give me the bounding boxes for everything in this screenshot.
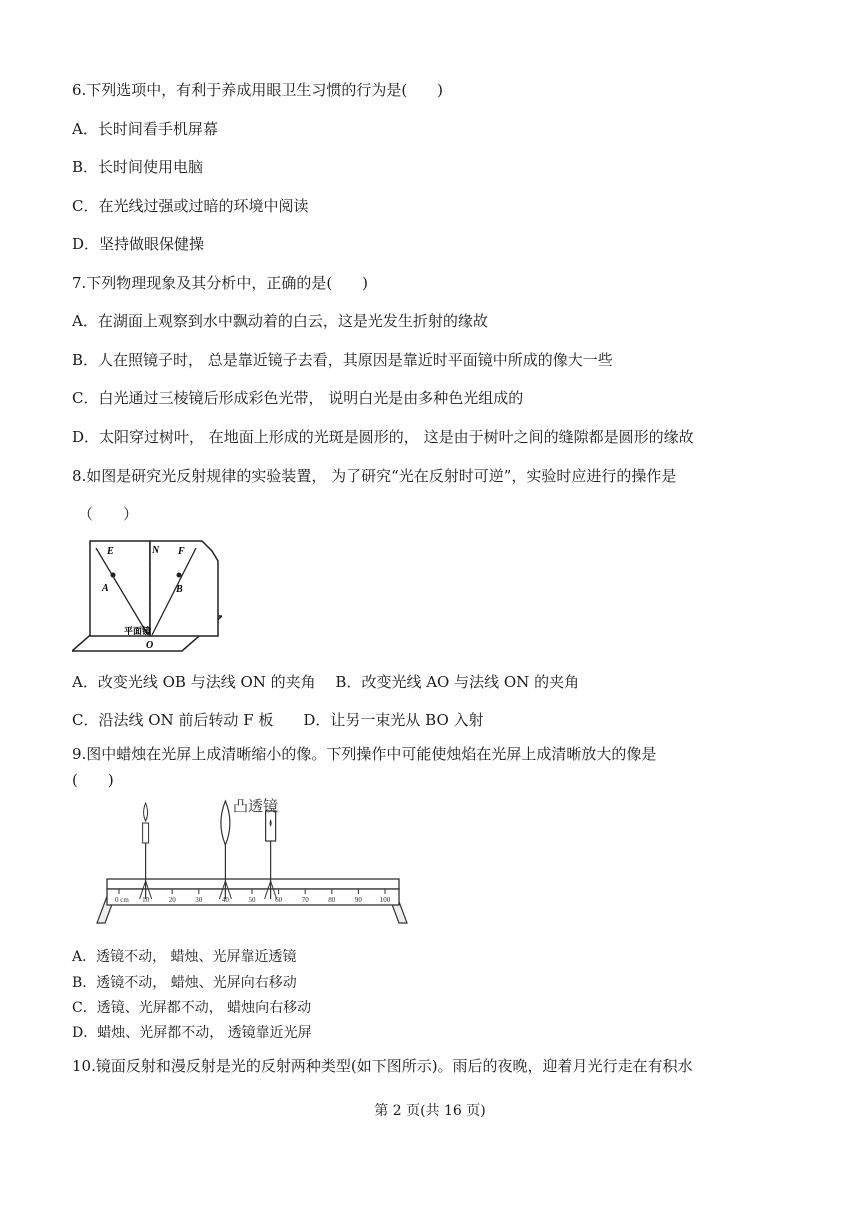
q7-stem: 7.下列物理现象及其分析中，正确的是( ) [72,274,369,292]
q7-option-c: C．白光通过三棱镜后形成彩色光带， 说明白光是由多种色光组成的 [72,389,524,407]
page-footer: 第 2 页(共 16 页) [374,1103,486,1119]
scale-tick-label: 0 cm [115,896,129,904]
scale-tick-label: 10 [142,896,150,904]
candle-body [143,823,149,843]
q9-answer-blank: ( ) [72,771,114,789]
q9-option-a: A．透镜不动， 蜡烛、光屏靠近透镜 [72,949,297,965]
scale-tick-label: 20 [168,896,176,904]
candle-flame [144,803,148,821]
q8-answer-blank: （ ） [78,505,139,523]
q9-stem: 9.图中蜡烛在光屏上成清晰缩小的像。下列操作中可能使烛焰在光屏上成清晰放大的像是 [72,745,657,763]
scale-tick-label: 60 [275,896,283,904]
q8-stem: 8.如图是研究光反射规律的实验装置， 为了研究“光在反射时可逆”，实验时应进行的操作是 [72,467,677,485]
q7-option-b: B．人在照镜子时， 总是靠近镜子去看，其原因是靠近时平面镜中所成的像大一些 [72,351,613,369]
q6-option-a: A．长时间看手机屏幕 [72,120,218,138]
label-n: N [152,545,160,556]
scale-tick-label: 90 [354,896,362,904]
point-a [111,573,116,578]
mirror-label: 平面镜 [124,627,152,637]
point-b [177,573,182,578]
label-a: A [102,583,109,594]
lens-shape [221,801,230,845]
scale-tick-label: 100 [379,896,391,904]
scale-tick-label: 70 [301,896,309,904]
scale-tick-label: 30 [195,896,203,904]
q7-option-d: D．太阳穿过树叶， 在地面上形成的光斑是圆形的， 这是由于树叶之间的缝隙都是圆形的缘故 [72,428,694,446]
q10-stem: 10.镜面反射和漫反射是光的反射两种类型(如下图所示)。雨后的夜晚，迎着月光行走在有积水 [72,1057,693,1075]
q8-options-row1: A．改变光线 OB 与法线 ON 的夹角 B．改变光线 AO 与法线 ON 的夹角 [72,673,580,691]
label-f: F [178,546,185,557]
lens-label: 凸透镜 [233,797,279,815]
q6-option-c: C．在光线过强或过暗的环境中阅读 [72,197,309,215]
q6-option-b: B．长时间使用电脑 [72,158,204,176]
label-e: E [107,546,114,557]
scale-tick-label: 50 [248,896,256,904]
q9-option-c: C．透镜、光屏都不动， 蜡烛向右移动 [72,1000,312,1016]
scale-tick-label: 40 [221,896,229,904]
bench-rail-top [107,879,399,889]
optical-bench-figure [95,795,425,935]
q8-options-row2: C．沿法线 ON 前后转动 F 板 D．让另一束光从 BO 入射 [72,711,484,729]
label-o: O [146,640,154,651]
reflection-apparatus-figure [72,538,222,658]
label-b: B [176,584,183,595]
q6-stem: 6.下列选项中，有利于养成用眼卫生习惯的行为是( ) [72,81,444,99]
q9-option-d: D．蜡烛、光屏都不动， 透镜靠近光屏 [72,1025,312,1041]
scale-tick-label: 80 [328,896,336,904]
q6-option-d: D．坚持做眼保健操 [72,235,205,253]
q7-option-a: A．在湖面上观察到水中飘动着的白云，这是光发生折射的缘故 [72,312,488,330]
q9-option-b: B．透镜不动， 蜡烛、光屏向右移动 [72,975,297,991]
